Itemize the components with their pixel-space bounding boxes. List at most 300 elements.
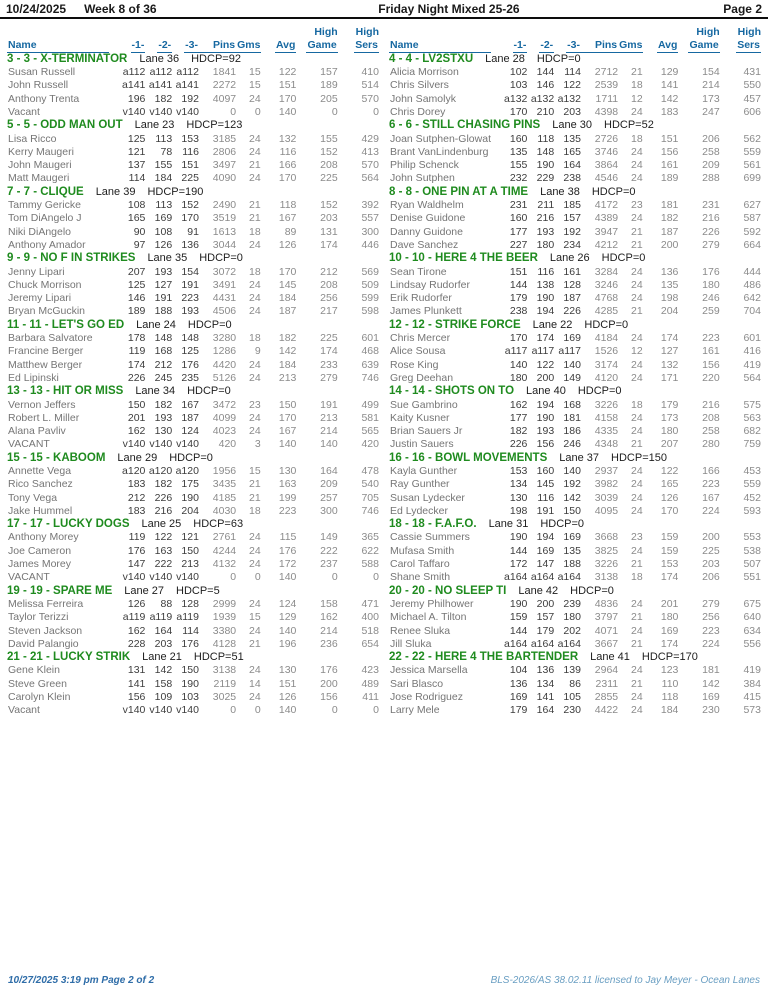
player-name: Francine Berger (8, 345, 84, 358)
game2-score: v140 (149, 571, 173, 584)
player-row (7, 505, 379, 518)
team-name: 7 - 7 - CLIQUE (7, 185, 84, 198)
name-column-header: Name (7, 39, 109, 53)
game3-column-header: -3- (566, 39, 581, 53)
high-series: 642 (743, 292, 761, 305)
game2-score: 190 (536, 411, 555, 424)
game2-score: a164 (530, 637, 555, 650)
game3-score: 142 (563, 491, 581, 504)
average: 223 (278, 504, 297, 517)
game2-score: 136 (536, 664, 555, 677)
average: 170 (660, 504, 679, 517)
games-count: 21 (249, 212, 261, 225)
game3-score: v140 (176, 571, 199, 584)
player-name: Renee Sluka (390, 624, 451, 637)
game3-score: 136 (181, 238, 199, 251)
games-count: 24 (631, 358, 643, 371)
average: 180 (660, 611, 679, 624)
page-footer (0, 975, 768, 986)
high-game: 203 (320, 212, 338, 225)
games-count: 15 (249, 79, 261, 92)
games-count: 24 (249, 278, 261, 291)
average: 169 (660, 624, 679, 637)
game2-score: 130 (154, 425, 173, 438)
game3-score: 226 (563, 305, 581, 318)
game3-score: 180 (563, 611, 581, 624)
game1-score: 201 (127, 411, 146, 424)
high-series: 599 (361, 292, 379, 305)
team-hdcp: HDCP=0 (577, 385, 622, 398)
game3-score: 187 (181, 411, 199, 424)
game3-score: 169 (563, 332, 581, 345)
player-row (389, 571, 761, 584)
average: 124 (278, 597, 297, 610)
high-game: 212 (320, 265, 338, 278)
player-row (389, 704, 761, 717)
player-name: VACANT (8, 571, 50, 584)
team-header-row (7, 186, 379, 199)
high-series: 598 (361, 305, 379, 318)
game1-score: 125 (127, 132, 146, 145)
team-header-row (389, 585, 761, 598)
high-game: 164 (320, 465, 338, 477)
average: 198 (660, 292, 679, 305)
game1-score: 176 (127, 544, 146, 557)
player-name: Anthony Morey (8, 531, 79, 544)
average: 184 (278, 292, 297, 305)
average: 156 (660, 145, 679, 158)
pins-total: 3947 (594, 225, 619, 238)
team-header-row (7, 651, 379, 664)
team-header-row (389, 452, 761, 465)
average: 122 (278, 66, 297, 79)
games-count: 21 (631, 438, 643, 451)
game1-score: 226 (127, 371, 146, 384)
avg-column-header: Avg (275, 39, 296, 53)
games-count: 24 (631, 371, 643, 384)
player-row (7, 691, 379, 704)
game2-score: 113 (155, 199, 173, 212)
average: 174 (660, 332, 679, 345)
game1-score: a120 (122, 465, 146, 477)
games-count: 24 (631, 691, 643, 704)
high-game: 161 (702, 345, 720, 358)
game1-score: 190 (509, 597, 528, 610)
team-hdcp: HDCP=150 (611, 451, 667, 464)
player-name: Dave Sanchez (390, 238, 459, 251)
average: 183 (660, 105, 679, 118)
average: 180 (660, 425, 679, 438)
high-series: 471 (361, 597, 379, 610)
pins-total: 420 (218, 438, 237, 451)
standings-table-left (7, 19, 379, 718)
high-series: 564 (743, 371, 761, 384)
average: 130 (278, 465, 297, 477)
games-count: 15 (249, 66, 261, 79)
pins-column-header: Pins (581, 39, 618, 53)
game3-score: 239 (563, 597, 581, 610)
player-row (7, 625, 379, 638)
game2-score: 168 (154, 345, 173, 358)
high-series: 551 (743, 571, 761, 584)
games-count: 24 (249, 624, 261, 637)
pins-total: 1613 (212, 225, 237, 238)
team-hdcp: HDCP=0 (540, 518, 585, 531)
pins-total: 3472 (212, 398, 237, 411)
player-row (7, 531, 379, 544)
games-count: 18 (631, 571, 643, 584)
game2-score: a164 (530, 571, 555, 584)
game2-score: 191 (154, 292, 173, 305)
average: 136 (660, 265, 679, 278)
team-lane: Lane 29 (117, 451, 158, 464)
player-name: Joe Cameron (8, 544, 72, 557)
player-row (389, 492, 761, 505)
game1-score: 177 (509, 225, 528, 238)
pins-total: 4285 (594, 305, 619, 318)
high-series: 704 (743, 305, 761, 318)
player-name: Barbara Salvatore (8, 332, 93, 345)
player-name: Jake Hummel (8, 504, 73, 517)
high-series-label-top: High (737, 26, 761, 38)
player-row (7, 305, 379, 318)
pins-total: 1286 (212, 345, 237, 358)
game3-column-header: -3- (184, 39, 199, 53)
game3-score: 176 (181, 358, 199, 371)
pins-total: 3226 (594, 398, 619, 411)
average: 140 (278, 624, 297, 637)
game3-score: 103 (181, 691, 199, 704)
high-game: 200 (702, 531, 720, 544)
team-hdcp: HDCP=190 (147, 185, 204, 198)
high-game: 256 (320, 292, 338, 305)
team-hdcp: HDCP=0 (187, 318, 232, 331)
team-header-row (389, 119, 761, 132)
pins-total: 3174 (594, 358, 619, 371)
team-name: 13 - 13 - HIT OR MISS (7, 385, 124, 398)
game1-score: a117 (504, 345, 528, 358)
average: 140 (278, 571, 297, 584)
average: 132 (278, 132, 297, 145)
high-series: 561 (743, 159, 761, 172)
team-name: 3 - 3 - X-TERMINATOR (7, 52, 128, 65)
average: 204 (660, 305, 679, 318)
high-game: 0 (331, 105, 338, 118)
pins-total: 4099 (212, 411, 237, 424)
player-name: Joan Sutphen-Glowat (390, 132, 491, 145)
player-name: Carolyn Klein (8, 691, 71, 704)
player-row (7, 93, 379, 106)
games-count: 21 (631, 238, 643, 251)
high-game: 131 (320, 225, 338, 238)
game2-score: 116 (537, 491, 555, 504)
average: 159 (660, 531, 679, 544)
pins-total: 4348 (594, 438, 619, 451)
game2-score: 174 (536, 332, 555, 345)
team-header-row (389, 53, 761, 66)
player-row (7, 66, 379, 79)
game1-score: 104 (509, 664, 528, 677)
game1-score: 126 (127, 597, 146, 610)
game3-score: 168 (563, 398, 581, 411)
player-name: Lisa Ricco (8, 132, 57, 145)
team-hdcp: HDCP=0 (601, 252, 646, 265)
game2-score: 142 (154, 664, 173, 677)
player-name: Susan Russell (8, 66, 76, 79)
game3-score: 190 (181, 677, 199, 690)
high-game: 225 (320, 172, 338, 185)
game3-score: 186 (563, 425, 581, 438)
high-series: 587 (743, 212, 761, 225)
game2-score: 216 (154, 504, 173, 517)
player-row (7, 438, 379, 451)
game2-score: 156 (536, 438, 555, 451)
player-name: Erik Rudorfer (390, 292, 452, 305)
game1-score: 189 (127, 305, 146, 318)
high-game: 224 (702, 504, 720, 517)
pins-total: 3519 (212, 212, 237, 225)
high-series: 563 (743, 411, 761, 424)
high-series: 365 (361, 531, 379, 544)
player-row (7, 239, 379, 252)
game2-score: 155 (154, 159, 173, 172)
game2-score: 163 (154, 544, 173, 557)
game1-score: v140 (122, 105, 146, 118)
pins-total: 4172 (594, 199, 619, 212)
games-count: 21 (631, 305, 643, 318)
report-date: 10/24/2025 (6, 2, 67, 16)
game2-score: v140 (149, 704, 173, 717)
average: 89 (284, 225, 297, 238)
games-count: 24 (249, 664, 261, 677)
team-lane: Lane 22 (532, 318, 573, 331)
game2-score: 200 (536, 371, 555, 384)
player-row (7, 678, 379, 691)
team-header-row (7, 119, 379, 132)
player-row (389, 345, 761, 358)
high-series: 0 (373, 105, 379, 118)
game2-score: a117 (531, 345, 555, 358)
player-row (7, 332, 379, 345)
game2-score: 113 (155, 132, 173, 145)
team-name: 15 - 15 - KABOOM (7, 451, 106, 464)
pins-total: 2311 (595, 677, 619, 690)
high-series: 606 (743, 105, 761, 118)
games-count: 23 (249, 398, 261, 411)
player-name: Tom DiAngelo J (8, 212, 82, 225)
game1-score: 108 (127, 199, 146, 212)
team-hdcp: HDCP=5 (176, 584, 220, 597)
player-name: Jose Rodriguez (390, 691, 463, 704)
standings-columns (0, 19, 768, 718)
pins-total: 3864 (594, 159, 619, 172)
game2-score: 194 (536, 531, 555, 544)
high-game: 225 (320, 332, 338, 345)
game2-score: 126 (154, 238, 173, 251)
game2-score: 164 (154, 624, 173, 637)
game3-score: 230 (563, 704, 581, 717)
game3-score: 202 (563, 624, 581, 637)
pins-total: 2806 (212, 145, 237, 158)
game1-score: 144 (509, 544, 528, 557)
high-series: 419 (743, 664, 761, 677)
player-name: Jessica Marsella (390, 664, 468, 677)
games-count: 15 (249, 465, 261, 477)
game1-score: 198 (509, 504, 528, 517)
player-row (7, 664, 379, 677)
player-row (7, 279, 379, 292)
high-series: 300 (361, 225, 379, 238)
high-game: 226 (702, 225, 720, 238)
average: 166 (278, 159, 297, 172)
average: 122 (660, 465, 679, 477)
pins-total: 2761 (212, 531, 237, 544)
games-count: 24 (249, 411, 261, 424)
high-game: 220 (702, 371, 720, 384)
average: 174 (660, 571, 679, 584)
high-series: 419 (743, 358, 761, 371)
high-game: 203 (702, 558, 720, 571)
game2-score: 182 (154, 92, 173, 105)
team-name: 19 - 19 - SPARE ME (7, 584, 113, 597)
game1-score: 182 (509, 425, 528, 438)
high-game: 216 (702, 398, 720, 411)
high-game: 233 (320, 358, 338, 371)
team-name: 20 - 20 - NO SLEEP TI (389, 584, 507, 597)
games-count: 24 (249, 691, 261, 704)
games-count: 24 (249, 172, 261, 185)
player-name: Philip Schenck (390, 159, 459, 172)
game3-score: 149 (563, 371, 581, 384)
game1-score: 179 (509, 704, 528, 717)
game1-score: 159 (509, 611, 528, 624)
player-row (7, 79, 379, 92)
games-count: 21 (631, 637, 643, 650)
high-game: 0 (331, 571, 338, 584)
average: 170 (278, 265, 297, 278)
games-count: 24 (249, 132, 261, 145)
player-name: Melissa Ferreira (8, 597, 84, 610)
game1-score: 183 (127, 504, 146, 517)
game1-score: 130 (509, 491, 528, 504)
average: 159 (660, 544, 679, 557)
high-game: 222 (320, 544, 338, 557)
game3-score: 116 (182, 145, 199, 158)
team-header-row (389, 651, 761, 664)
game1-score: 135 (509, 145, 528, 158)
name-column-header: Name (389, 39, 491, 53)
average: 171 (660, 371, 679, 384)
average: 110 (661, 677, 679, 690)
high-series: 634 (743, 624, 761, 637)
player-name: Chris Mercer (390, 332, 451, 345)
team-name: 6 - 6 - STILL CHASING PINS (389, 119, 541, 132)
game1-score: 134 (509, 478, 528, 491)
high-game: 223 (702, 478, 720, 491)
game2-score: 145 (536, 478, 555, 491)
player-name: Jill Sluka (390, 637, 432, 650)
game2-score: 138 (536, 278, 555, 291)
high-game: 176 (702, 265, 720, 278)
player-row (389, 79, 761, 92)
average: 127 (660, 345, 679, 358)
high-game: 205 (320, 92, 338, 105)
player-row (7, 212, 379, 225)
average: 129 (660, 66, 679, 79)
game2-score: v140 (149, 105, 173, 118)
high-game: 225 (702, 544, 720, 557)
player-name: Danny Guidone (390, 225, 463, 238)
pins-total: 3044 (212, 238, 237, 251)
game2-score: 88 (160, 597, 173, 610)
player-row (7, 425, 379, 438)
game3-score: 164 (563, 159, 581, 172)
games-count: 24 (631, 664, 643, 677)
games-count: 24 (631, 478, 643, 491)
high-series: 675 (743, 597, 761, 610)
high-series: 592 (743, 225, 761, 238)
games-count: 24 (631, 159, 643, 172)
game2-score: 160 (536, 465, 555, 477)
average: 129 (278, 611, 297, 624)
team-name: 14 - 14 - SHOTS ON TO (389, 385, 515, 398)
player-row (389, 545, 761, 558)
game3-score: 167 (181, 398, 199, 411)
games-count: 24 (249, 558, 261, 571)
team-header-row (7, 319, 379, 332)
game1-score: 151 (509, 265, 528, 278)
game1-score: 155 (509, 159, 528, 172)
high-game: 300 (320, 504, 338, 517)
player-name: Vernon Jeffers (8, 398, 76, 411)
high-game: 173 (702, 92, 720, 105)
team-lane: Lane 30 (552, 119, 592, 132)
game3-score: a119 (176, 611, 199, 624)
game2-score: 164 (536, 704, 555, 717)
player-row (389, 638, 761, 651)
pins-total: 3380 (212, 624, 237, 637)
team-lane: Lane 31 (488, 518, 529, 531)
player-row (389, 611, 761, 624)
player-name: Tony Vega (8, 491, 58, 504)
player-row (389, 172, 761, 185)
team-hdcp: HDCP=0 (591, 185, 636, 198)
high-series: 550 (743, 79, 761, 92)
player-name: Vacant (8, 704, 40, 717)
high-series: 559 (743, 145, 761, 158)
column-header-row (7, 39, 379, 53)
game3-score: 188 (563, 558, 581, 571)
player-name: Anthony Amador (8, 238, 86, 251)
team-lane: Lane 41 (590, 651, 630, 664)
high-series: 457 (743, 92, 761, 105)
team-header-row (389, 518, 761, 531)
game2-score: 144 (536, 66, 555, 79)
high-series: 569 (361, 265, 379, 278)
game3-score: 176 (181, 637, 199, 650)
player-name: Ray Gunther (390, 478, 450, 491)
high-series: 499 (361, 398, 379, 411)
high-game: 231 (702, 199, 720, 212)
pins-total: 3284 (594, 265, 619, 278)
player-row (389, 146, 761, 159)
high-series: 627 (743, 199, 761, 212)
player-name: Shane Smith (390, 571, 451, 584)
high-series: 601 (743, 332, 761, 345)
player-name: Matthew Berger (8, 358, 83, 371)
team-lane: Lane 35 (147, 252, 188, 265)
player-row (389, 625, 761, 638)
